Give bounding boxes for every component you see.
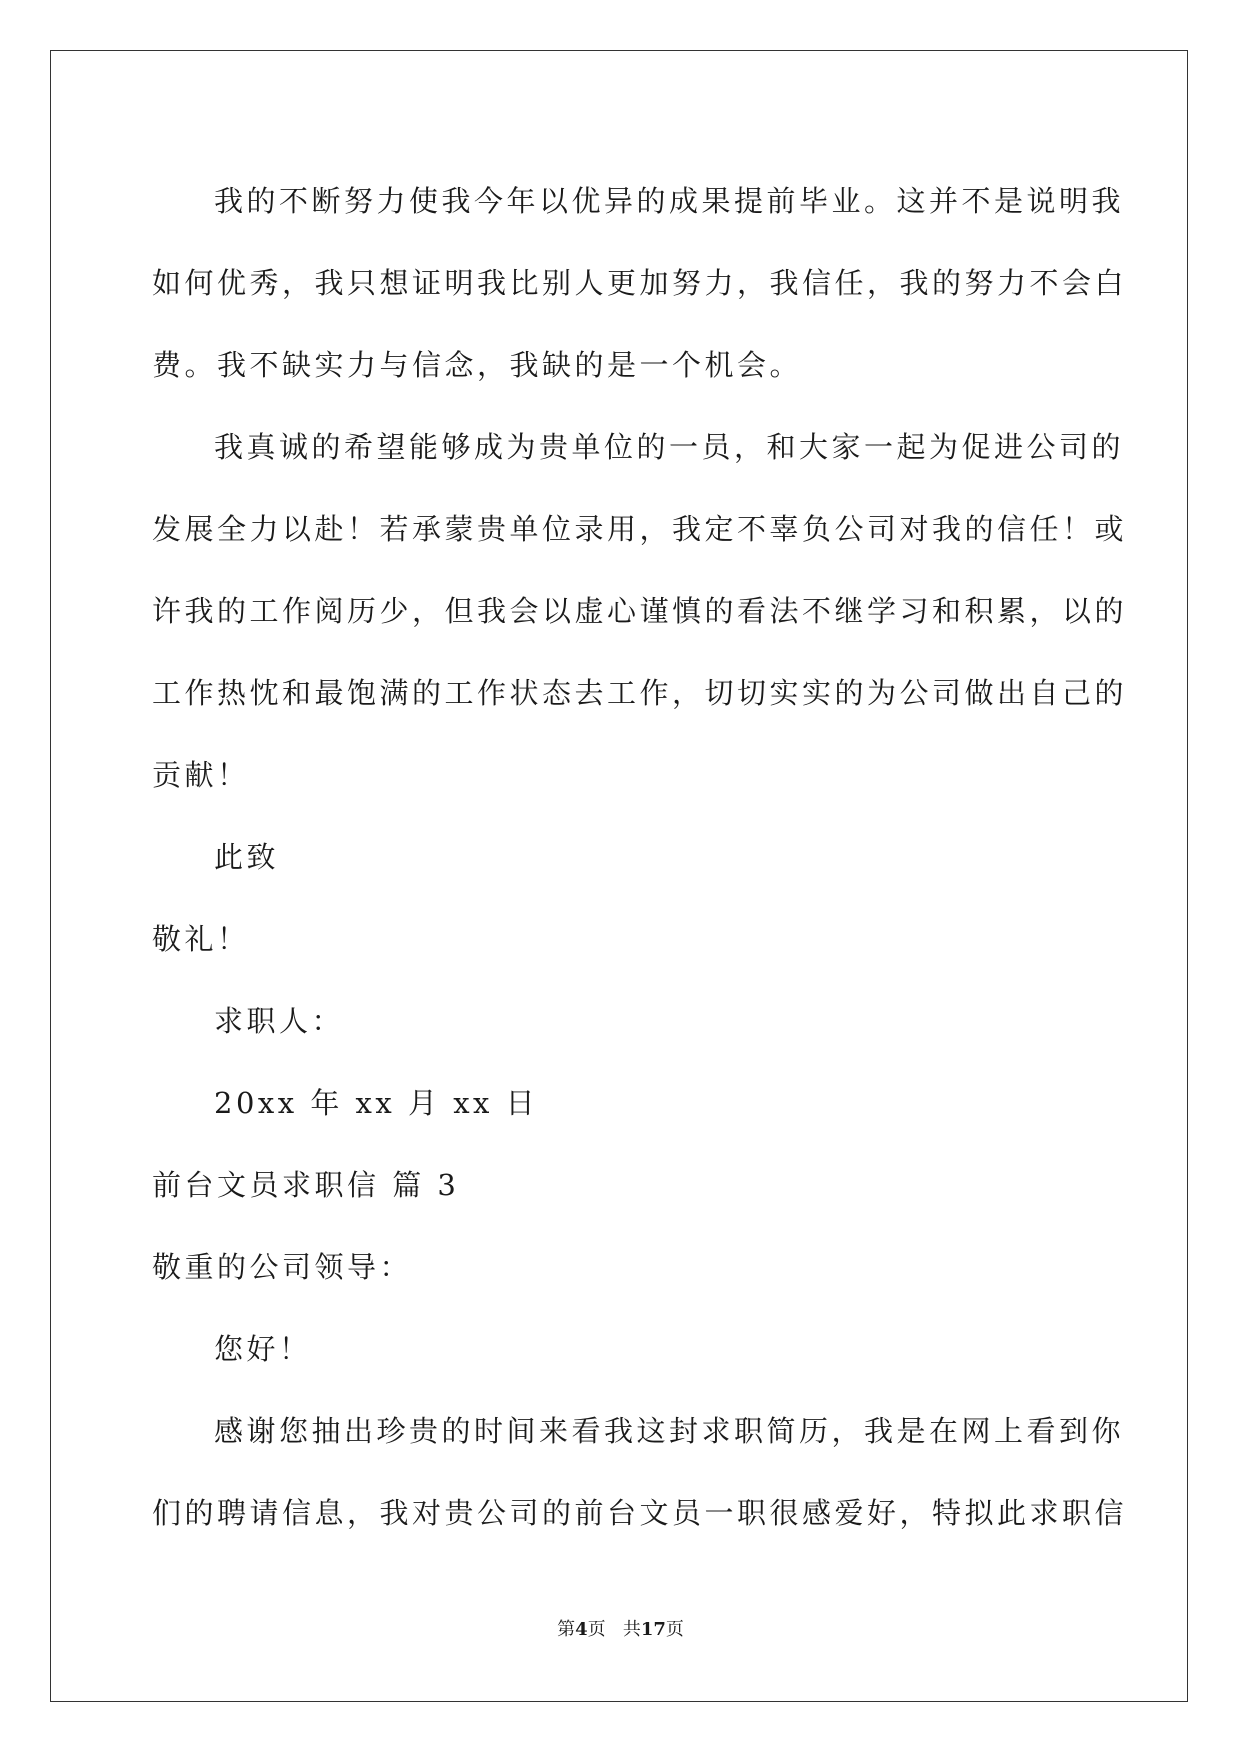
body-line: 发展全力以赴！若承蒙贵单位录用，我定不辜负公司对我的信任！或 — [152, 512, 1128, 546]
page-footer — [0, 1615, 1241, 1641]
section-title: 前台文员求职信 篇 3 — [152, 1168, 460, 1202]
closing-salutation: 此致 — [214, 840, 280, 874]
body-line: 工作热忱和最饱满的工作状态去工作，切切实实的为公司做出自己的 — [152, 676, 1128, 710]
total-pages-number: 17 — [640, 1619, 666, 1640]
greeting: 您好！ — [214, 1332, 312, 1366]
body-line: 们的聘请信息，我对贵公司的前台文员一职很感爱好，特拟此求职信 — [152, 1496, 1128, 1530]
body-line: 费。我不缺实力与信念，我缺的是一个机会。 — [152, 348, 803, 382]
footer-total-prefix: 共 — [622, 1619, 641, 1640]
document-body — [152, 160, 1128, 1554]
footer-page-word: 页 — [587, 1619, 606, 1640]
body-line: 我的不断努力使我今年以优异的成果提前毕业。这并不是说明我 — [214, 184, 1125, 218]
body-line: 感谢您抽出珍贵的时间来看我这封求职简历，我是在网上看到你 — [214, 1414, 1125, 1448]
body-line: 我真诚的希望能够成为贵单位的一员，和大家一起为促进公司的 — [214, 430, 1125, 464]
date-line: 20xx 年 xx 月 xx 日 — [214, 1086, 539, 1120]
footer-prefix: 第 — [557, 1619, 576, 1640]
body-line: 许我的工作阅历少，但我会以虚心谨慎的看法不继学习和积累，以的 — [152, 594, 1128, 628]
closing-regards: 敬礼！ — [152, 922, 250, 956]
current-page-number: 4 — [575, 1619, 588, 1640]
greeting-recipient: 敬重的公司领导： — [152, 1250, 413, 1284]
footer-total-suffix: 页 — [665, 1619, 684, 1640]
body-line: 如何优秀，我只想证明我比别人更加努力，我信任，我的努力不会白 — [152, 266, 1128, 300]
body-line: 贡献！ — [152, 758, 250, 792]
signature-label: 求职人： — [214, 1004, 345, 1038]
